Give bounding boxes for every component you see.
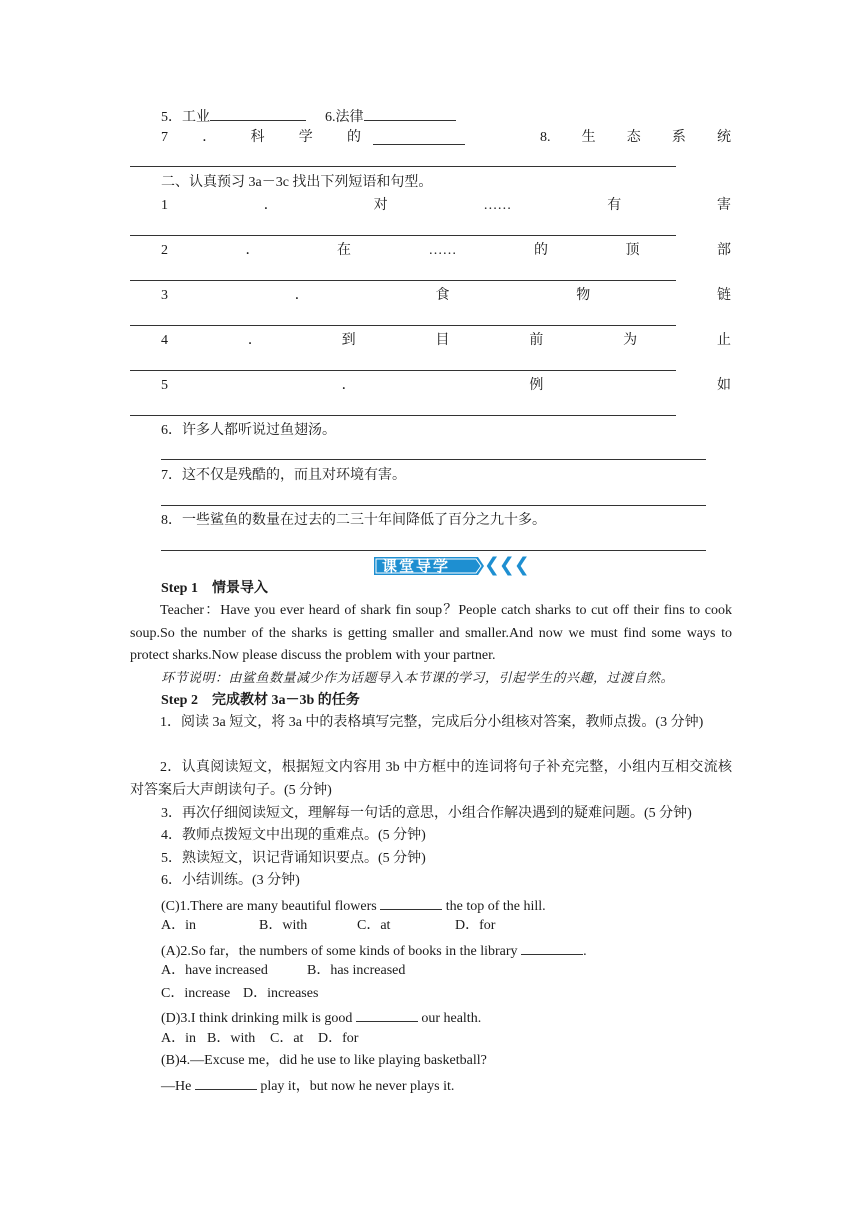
char: ．: [245, 243, 260, 258]
sentence-6: 6．许多人都听说过鱼翅汤。: [161, 423, 336, 438]
answer-blank[interactable]: [356, 1007, 418, 1022]
step-2-item: 5．熟读短文，识记背诵知识要点。(5 分钟): [161, 851, 426, 866]
char: 止: [716, 333, 731, 348]
answer-line[interactable]: [130, 370, 676, 371]
char: 的: [534, 243, 548, 258]
question-4-answer-line: [161, 1075, 454, 1096]
option[interactable]: D．increases: [243, 986, 319, 1001]
answer-blank[interactable]: [364, 106, 456, 121]
answer-line[interactable]: [130, 415, 676, 416]
char: 3: [161, 288, 168, 303]
char: 8.: [540, 130, 551, 145]
char: 食: [435, 288, 450, 303]
char: ．: [294, 288, 309, 303]
question-stem: —He: [161, 1079, 195, 1094]
answer-line[interactable]: [130, 280, 676, 281]
option[interactable]: A．in: [161, 918, 196, 933]
step-2-item: 4．教师点拨短文中出现的重难点。(5 分钟): [161, 828, 426, 843]
question-stem: (C)1.There are many beautiful flowers: [161, 899, 381, 914]
phrase-5: [161, 377, 731, 395]
char: 链: [717, 288, 731, 303]
answer-line[interactable]: [161, 505, 706, 506]
question-stem: (A)2.So far，the numbers of some kinds of books in the library: [161, 944, 522, 959]
char: 生: [581, 130, 596, 145]
option[interactable]: D．for: [455, 918, 496, 933]
option[interactable]: B．with: [259, 918, 308, 933]
answer-line[interactable]: [130, 235, 676, 236]
char: 顶: [625, 243, 640, 258]
char: 例: [529, 378, 544, 393]
char: 统: [717, 130, 731, 145]
step-2-item: 2．认真阅读短文，根据短文内容用 3b 中方框中的连词将句子补充完整，小组内互相交流核对答案后大声朗读句子。(5 分钟): [130, 760, 732, 798]
char: 5: [161, 378, 168, 393]
option[interactable]: A．in: [161, 1031, 196, 1046]
option[interactable]: C．at: [357, 918, 391, 933]
char: ．: [247, 333, 262, 348]
question-3: [161, 1007, 481, 1028]
step-2-item: 6．小结训练。(3 分钟): [161, 873, 300, 888]
char: 在: [337, 243, 351, 258]
char: 物: [576, 288, 591, 303]
sentence-8: 8．一些鲨鱼的数量在过去的二三十年间降低了百分之九十多。: [161, 513, 546, 528]
char: 有: [607, 198, 622, 213]
question-stem: play it，but now he never plays it.: [256, 1079, 455, 1094]
char: 的: [347, 130, 361, 145]
char: 害: [716, 198, 731, 213]
option[interactable]: C．increase: [161, 986, 231, 1001]
option[interactable]: A．have increased: [161, 963, 268, 978]
question-2-options: [161, 962, 405, 980]
question-stem: .: [583, 944, 587, 959]
chevrons-icon: ❮❮❮: [484, 554, 529, 576]
sentence-7: 7．这不仅是残酷的，而且对环境有害。: [161, 468, 406, 483]
vocab-item-8: [540, 129, 731, 147]
phrase-2: [161, 242, 731, 260]
option[interactable]: B．has increased: [307, 963, 406, 978]
answer-blank[interactable]: [210, 106, 306, 121]
char: 为: [623, 333, 638, 348]
question-3-options: [161, 1030, 358, 1048]
step-2-item: 3．再次仔细阅读短文，理解每一句话的意思，小组合作解决遇到的疑难问题。(5 分钟): [161, 806, 692, 821]
option[interactable]: C．at: [270, 1031, 304, 1046]
phrase-1: [161, 197, 731, 215]
answer-line[interactable]: [130, 325, 676, 326]
char: 科: [250, 130, 265, 145]
answer-line[interactable]: [161, 550, 706, 551]
char: 7: [161, 130, 168, 145]
answer-line[interactable]: [130, 166, 676, 167]
char: ．: [263, 198, 278, 213]
phrase-3: [161, 287, 731, 305]
step-2-title: Step 2 完成教材 3a－3b 的任务: [161, 693, 360, 708]
vocab-item-5: [161, 106, 456, 127]
question-stem: (D)3.I think drinking milk is good: [161, 1011, 356, 1026]
class-guide-banner: [374, 554, 529, 577]
char: 对: [373, 198, 388, 213]
answer-line[interactable]: [161, 459, 706, 460]
char: ．: [202, 130, 217, 145]
char: 2: [161, 243, 168, 258]
char: 到: [341, 333, 356, 348]
answer-blank[interactable]: [521, 940, 583, 955]
answer-blank[interactable]: [373, 130, 465, 145]
char: 前: [529, 333, 544, 348]
char: 目: [435, 333, 450, 348]
question-4: (B)4.—Excuse me，did he use to like playing basketball?: [161, 1053, 487, 1068]
step-1-note: 环节说明：由鲨鱼数量减少作为话题导入本节课的学习，引起学生的兴趣，过渡自然。: [161, 671, 675, 686]
char: 系: [671, 130, 686, 145]
step-2-item: 1．阅读 3a 短文，将 3a 中的表格填写完整，完成后分小组核对答案，教师点拨。(3 分钟): [160, 715, 704, 730]
phrase-4: [161, 332, 731, 350]
question-2-options: [161, 985, 318, 1003]
banner-title: 课堂导学: [382, 557, 451, 575]
question-2: [161, 940, 587, 961]
question-1: [161, 895, 546, 916]
char: 学: [298, 130, 313, 145]
question-stem: the top of the hill.: [442, 899, 546, 914]
question-stem: our health.: [417, 1011, 482, 1026]
char: ……: [428, 243, 457, 258]
char: ……: [483, 198, 512, 213]
vocab-item-7: [161, 129, 361, 147]
char: 如: [716, 378, 731, 393]
answer-blank[interactable]: [195, 1075, 257, 1090]
char: 态: [626, 130, 641, 145]
question-1-options: [161, 917, 495, 935]
option[interactable]: B．with: [207, 1031, 256, 1046]
vocab-item-6-label: 6.法律: [325, 110, 364, 125]
step-1-title: Step 1 情景导入: [161, 581, 268, 596]
char: 4: [161, 333, 168, 348]
option[interactable]: D．for: [318, 1031, 359, 1046]
section-2-title: 二、认真预习 3a－3c 找出下列短语和句型。: [161, 175, 433, 190]
char: 1: [161, 198, 168, 213]
step-1-teacher-text: Teacher：Have you ever heard of shark fin soup？People catch sharks to cut off their fins to cook soup.So the number of the sharks is getting smaller and smaller.And now we must find some ways to protect sharks.Now please discuss the problem with your partner.: [130, 603, 732, 663]
answer-blank[interactable]: [380, 895, 442, 910]
char: ．: [341, 378, 356, 393]
char: 部: [717, 243, 731, 258]
vocab-item-5-label: 5．工业: [161, 110, 210, 125]
